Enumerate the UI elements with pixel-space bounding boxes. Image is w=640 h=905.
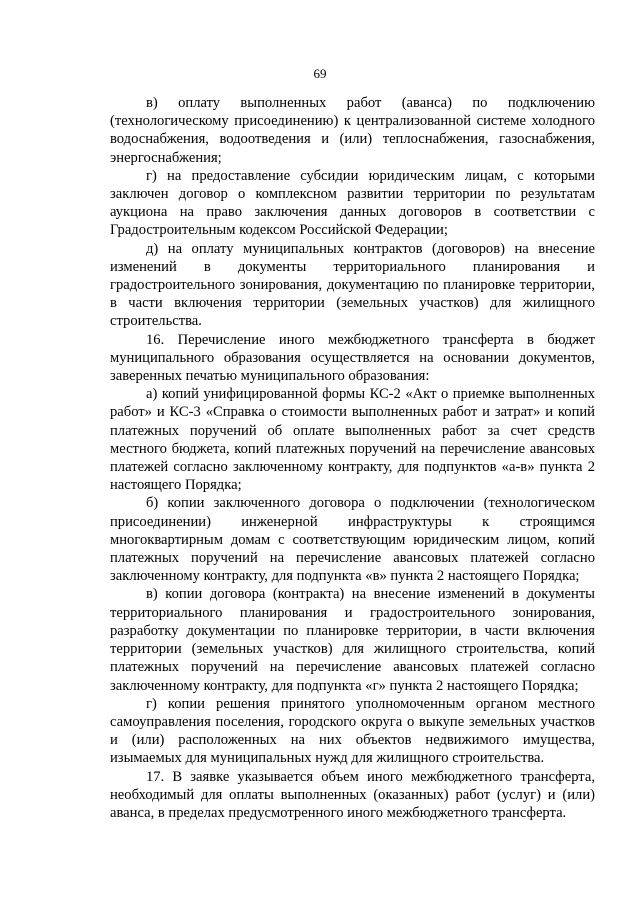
page-number: 69 [313,66,327,81]
paragraph-item-g-subsidy-legal-entities: г) на предоставление субсидии юридическим лицам, с которыми заключен договор о комплексном развитии территории по результатам аукциона на право заключения данных договоров в соответствии с Градостроительным кодексом Российской Федерации; [110,167,595,239]
paragraph-item-a-ks2-ks3: а) копий унифицированной формы КС-2 «Акт о приемке выполненных работ» и КС-3 «Справка о стоимости выполненных работ и затрат» и копий платежных поручений об оплате выполненных работ за счет средств местного бюджета, копий платежных поручений на перечисление авансовых платежей согласно заключенному контракту, для подпунктов «а-в» пункта 2 настоящего Порядка; [110,386,595,494]
paragraph-item-d-municipal-contracts: д) на оплату муниципальных контрактов (договоров) на внесение изменений в документы территориального планирования и градостроительного зонирования, документацию по планировке территории, в части включения территории (земельных участков) для жилищного строительства. [110,240,595,330]
paragraph-section-17: 17. В заявке указывается объем иного межбюджетного трансферта, необходимый для оплаты выполненных (оказанных) работ (услуг) и (или) аванса, в пределах предусмотренного иного межбюджетного трансферта. [110,768,595,821]
document-body [110,94,595,822]
paragraph-section-16: 16. Перечисление иного межбюджетного трансферта в бюджет муниципального образования осуществляется на основании документов, заверенных печатью муниципального образования: [110,331,595,385]
paragraph-item-v-planning-contract: в) копии договора (контракта) на внесение изменений в документы территориального планирования и градостроительного зонирования, разработку документации по планировке территории, в части включения территории (земельных участков) для жилищного строительства, копий платежных поручений на перечисление авансовых платежей согласно заключенному контракту, для подпункта «г» пункта 2 настоящего Порядка; [110,586,595,694]
paragraph-item-v-payment-connection: в) оплату выполненных работ (аванса) по подключению (технологическому присоединению) к централизованной системе холодного водоснабжения, водоотведения и (или) теплоснабжения, газоснабжения, энергоснабжения; [110,95,595,166]
paragraph-item-b-connection-agreement: б) копии заключенного договора о подключении (технологическом присоединении) инженерной инфраструктуры к строящимся многоквартирным домам с соответствующим юридическим лицом, копий платежных поручений на перечисление авансовых платежей согласно заключенному контракту, для подпункта «в» пункта 2 настоящего Порядка; [110,495,595,585]
paragraph-item-g-land-buyout-decision: г) копии решения принятого уполномоченным органом местного самоуправления поселения, городского округа о выкупе земельных участков и (или) расположенных на них объектов недвижимого имущества, изымаемых для муниципальных нужд для жилищного строительства. [110,695,595,767]
